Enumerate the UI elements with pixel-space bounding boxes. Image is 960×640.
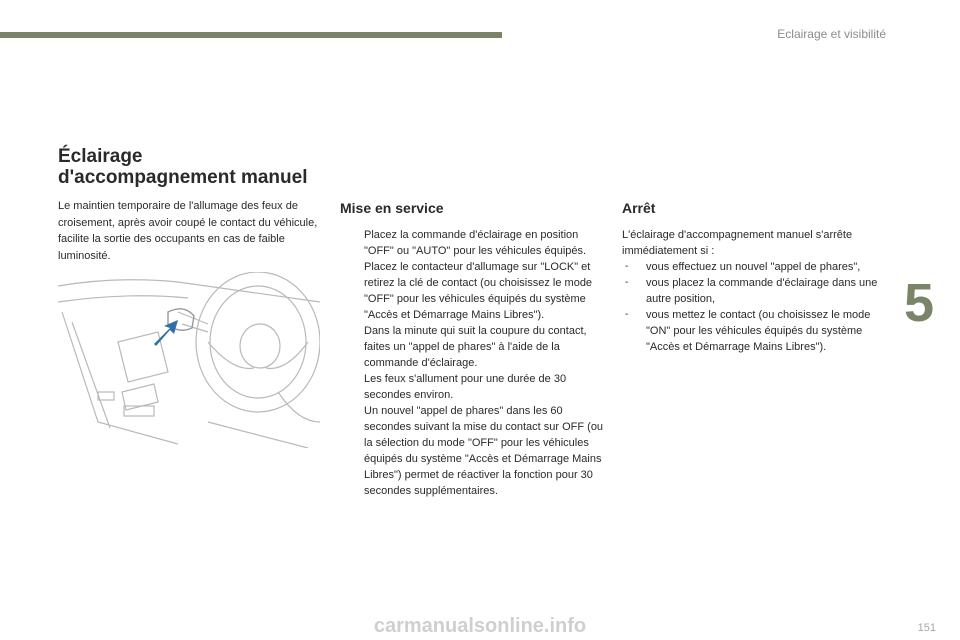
dash-marker: - — [625, 277, 629, 288]
duration-note: Les feux s'allument pour une durée de 30 secondes environ. — [364, 373, 567, 401]
page-title-line-2: d'accompagnement manuel — [58, 167, 308, 188]
mise-en-service-section — [340, 199, 606, 499]
list-item: - vous effectuez un nouvel "appel de phares", — [625, 261, 861, 273]
chapter-number: 5 — [903, 273, 934, 333]
watermark: carmanualsonline.info — [373, 615, 587, 637]
arret-intro: L'éclairage d'accompagnement manuel s'arrête immédiatement si : — [622, 229, 853, 257]
dashboard-illustration — [58, 272, 320, 448]
list-item: - vous placez la commande d'éclairage dans une autre position, — [625, 277, 878, 305]
arret-section — [622, 199, 892, 355]
dash-marker: - — [625, 261, 629, 272]
mise-en-service-heading: Mise en service — [340, 200, 444, 216]
dash-marker: - — [625, 309, 629, 320]
header-accent-bar — [0, 32, 502, 38]
intro-paragraph: Le maintien temporaire de l'allumage des feux de croisement, après avoir coupé le contact du véhicule, facilite la sortie des occupants en cas de faible luminosité. — [58, 200, 318, 262]
arret-heading: Arrêt — [622, 200, 656, 216]
page-number: 151 — [917, 622, 936, 634]
section-title: Eclairage et visibilité — [777, 27, 886, 41]
arrow-icon — [154, 320, 178, 346]
page-title-line-1: Éclairage — [58, 146, 143, 167]
list-item: Placez le contacteur d'allumage sur "LOCK" et retirez la clé de contact (ou choisissez le mode "OFF" pour les véhicules équipés du système "Accès et Démarrage Mains Libres"). — [364, 261, 593, 321]
list-item: - vous mettez le contact (ou choisissez le mode "ON" pour les véhicules équipés du système "Accès et Démarrage Mains Libres"). — [625, 309, 871, 353]
page-title — [58, 146, 338, 188]
list-item: Placez la commande d'éclairage en position "OFF" ou "AUTO" pour les véhicules équipés. — [364, 229, 587, 257]
list-item: Dans la minute qui suit la coupure du contact, faites un "appel de phares" à l'aide de la commande d'éclairage. — [364, 325, 587, 369]
list-item: Un nouvel "appel de phares" dans les 60 secondes suivant la mise du contact sur OFF (ou la sélection du mode "OFF" pour les véhicules équipés du système "Accès et Démarrage Mains Libres") permet de réactiver la fonction pour 30 secondes supplémentaires. — [364, 405, 604, 497]
